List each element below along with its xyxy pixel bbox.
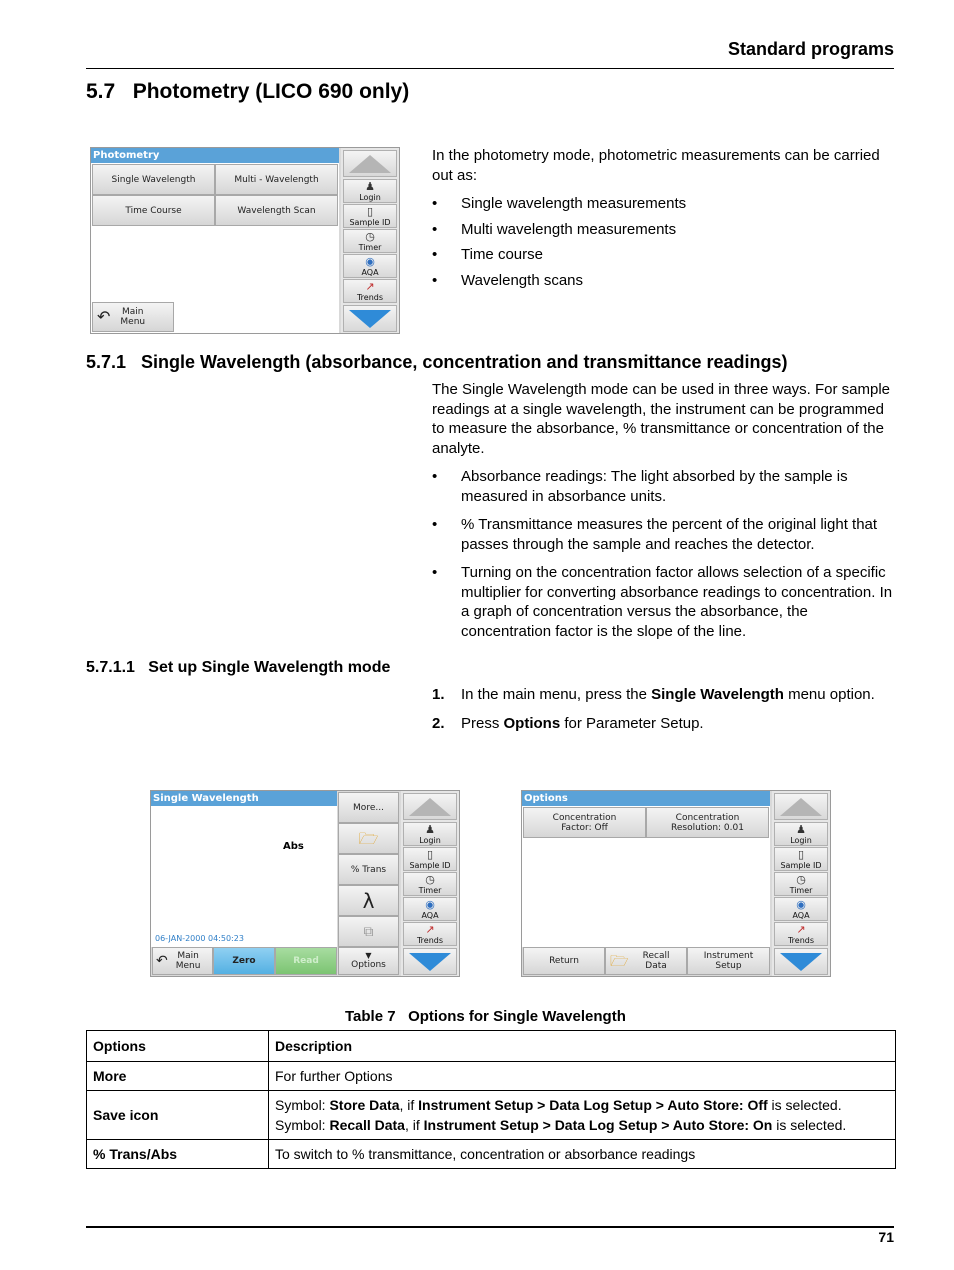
chart-icon: ↗ <box>796 923 806 936</box>
aqa-icon: ◉ <box>425 898 435 911</box>
vial-icon: ▯ <box>366 205 374 218</box>
sidebar <box>341 148 399 333</box>
sidebar <box>772 791 830 976</box>
timer-button[interactable]: ◷ Timer <box>774 872 828 896</box>
description-cell: For further Options <box>269 1062 896 1091</box>
main-menu-button[interactable] <box>92 302 174 332</box>
aqa-icon: ◉ <box>365 255 375 268</box>
vial-icon: ▯ <box>797 848 805 861</box>
return-button[interactable]: Return <box>523 947 605 975</box>
screen-title: Options <box>522 791 770 806</box>
timer-button[interactable]: ◷ Timer <box>343 229 397 253</box>
intro-text: In the photometry mode, photometric measurements can be carried out as: <box>432 147 880 184</box>
sample-id-button[interactable]: ▯ Sample ID <box>343 204 397 228</box>
column-header: Options <box>87 1031 269 1062</box>
sidebar <box>401 791 459 976</box>
arrow-down-icon <box>780 953 822 971</box>
screen-title: Single Wavelength <box>151 791 337 806</box>
list-item: • Turning on the concentration factor allows selection of a specific multiplier for converting absorbance readings to concentration. In a graph of concentration versus the absorbance, the concentration factor is the slope of the line. <box>432 563 894 641</box>
trends-button[interactable]: ↗ Trends <box>403 922 457 946</box>
description-cell <box>269 1091 896 1140</box>
mode-list <box>432 194 894 290</box>
single-wavelength-button[interactable]: Single Wavelength <box>92 164 215 195</box>
main-menu-label: Main Menu <box>120 307 146 327</box>
options-screen <box>521 790 831 977</box>
scroll-up-button[interactable] <box>403 793 457 820</box>
concentration-resolution-button[interactable]: Concentration Resolution: 0.01 <box>646 807 769 838</box>
timer-icon: ◷ <box>365 230 375 243</box>
datetime-display: 06-JAN-2000 04:50:23 <box>155 934 244 943</box>
description-line: Symbol: Store Data, if Instrument Setup > Data Log Setup > Auto Store: Off is selected. <box>275 1097 842 1113</box>
subsubsection-title: 5.7.1.1 Set up Single Wavelength mode <box>86 659 391 676</box>
triangle-down-icon: ▼ <box>365 951 372 960</box>
table-row <box>87 1062 896 1091</box>
subsection-intro: The Single Wavelength mode can be used in three ways. For sample readings at a single wavelength, the instrument can be programmed to measure the absorbance, % transmittance or concentration of the analyte. <box>432 381 891 457</box>
copy-icon: ⧉ <box>363 923 374 940</box>
list-item: • % Transmittance measures the percent of the original light that passes through the sample and reaches the detector. <box>432 515 894 554</box>
option-cell: Save icon <box>87 1091 269 1140</box>
list-item: • Multi wavelength measurements <box>432 220 894 240</box>
aqa-button[interactable]: ◉ AQA <box>343 254 397 278</box>
trends-button[interactable]: ↗ Trends <box>774 922 828 946</box>
arrow-up-icon <box>409 798 451 816</box>
time-course-button[interactable]: Time Course <box>92 195 215 226</box>
back-icon: ↶ <box>97 307 111 326</box>
list-item: • Single wavelength measurements <box>432 194 894 214</box>
steps-block <box>432 685 894 742</box>
folder-icon: 🗁 <box>358 828 379 848</box>
sample-id-button[interactable]: ▯ Sample ID <box>403 847 457 871</box>
trans-abs-button[interactable]: % Trans <box>338 854 399 885</box>
concentration-factor-button[interactable]: Concentration Factor: Off <box>523 807 646 838</box>
arrow-down-icon <box>409 953 451 971</box>
step-item: 2. Press Options for Parameter Setup. <box>432 714 704 732</box>
main-menu-button[interactable] <box>152 947 213 975</box>
running-header: Standard programs <box>727 39 894 59</box>
photometry-screen <box>90 147 400 334</box>
arrow-up-icon <box>780 798 822 816</box>
timer-icon: ◷ <box>796 873 806 886</box>
description-line: Symbol: Recall Data, if Instrument Setup > Data Log Setup > Auto Store: On is selected. <box>275 1117 847 1133</box>
table-row <box>87 1091 896 1140</box>
scroll-down-button[interactable] <box>774 948 828 975</box>
column-header: Description <box>269 1031 896 1062</box>
arrow-down-icon <box>349 310 391 328</box>
aqa-icon: ◉ <box>796 898 806 911</box>
aqa-button[interactable]: ◉ AQA <box>774 897 828 921</box>
scroll-down-button[interactable] <box>343 305 397 332</box>
login-button[interactable]: ♟ Login <box>774 822 828 846</box>
option-cell: % Trans/Abs <box>87 1140 269 1169</box>
list-item: • Time course <box>432 245 894 265</box>
trends-button[interactable]: ↗ Trends <box>343 279 397 303</box>
chart-icon: ↗ <box>365 280 375 293</box>
person-icon: ♟ <box>796 823 806 836</box>
description-cell: To switch to % transmittance, concentration or absorbance readings <box>269 1140 896 1169</box>
list-item: • Absorbance readings: The light absorbed by the sample is measured in absorbance units. <box>432 467 894 506</box>
sample-id-button[interactable]: ▯ Sample ID <box>774 847 828 871</box>
options-button[interactable]: ▼ Options <box>338 947 399 975</box>
multi-wavelength-button[interactable]: Multi - Wavelength <box>215 164 338 195</box>
table-caption: Table 7 Options for Single Wavelength <box>345 1008 626 1025</box>
timer-icon: ◷ <box>425 873 435 886</box>
more-button[interactable]: More... <box>338 792 399 823</box>
timer-button[interactable]: ◷ Timer <box>403 872 457 896</box>
main-menu-label: Main Menu <box>175 951 201 971</box>
list-item: • Wavelength scans <box>432 271 894 291</box>
screen-title: Photometry <box>91 148 339 163</box>
step-item: 1. In the main menu, press the Single Wavelength menu option. <box>432 686 875 703</box>
person-icon: ♟ <box>365 180 375 193</box>
scroll-down-button[interactable] <box>403 948 457 975</box>
intro-block <box>432 146 894 296</box>
reading-unit: Abs <box>283 841 304 852</box>
reading-list <box>432 467 894 641</box>
recall-data-button[interactable]: 🗁 Recall Data <box>605 947 687 975</box>
wavelength-scan-button[interactable]: Wavelength Scan <box>215 195 338 226</box>
login-button[interactable]: ♟ Login <box>343 179 397 203</box>
vial-icon: ▯ <box>426 848 434 861</box>
zero-button[interactable]: Zero <box>213 947 275 975</box>
table-header-row <box>87 1031 896 1062</box>
folder-icon: 🗁 <box>610 952 629 970</box>
save-button[interactable] <box>338 823 399 854</box>
option-cell: More <box>87 1062 269 1091</box>
aqa-button[interactable]: ◉ AQA <box>403 897 457 921</box>
single-wavelength-block <box>432 380 894 647</box>
chart-icon: ↗ <box>425 923 435 936</box>
instrument-setup-button[interactable]: Instrument Setup <box>687 947 770 975</box>
read-button[interactable]: Read <box>275 947 337 975</box>
section-title: 5.7 Photometry (LICO 690 only) <box>86 80 410 103</box>
subsection-title: 5.7.1 Single Wavelength (absorbance, concentration and transmittance readings) <box>86 352 788 372</box>
login-button[interactable]: ♟ Login <box>403 822 457 846</box>
person-icon: ♟ <box>425 823 435 836</box>
back-icon: ↶ <box>156 953 168 969</box>
table-row <box>87 1140 896 1169</box>
arrow-up-icon <box>349 155 391 173</box>
footer-rule <box>86 1226 894 1228</box>
scroll-up-button[interactable] <box>774 793 828 820</box>
header-rule <box>86 68 894 69</box>
page-number: 71 <box>878 1229 894 1245</box>
scroll-up-button[interactable] <box>343 150 397 177</box>
setup-steps <box>432 685 894 733</box>
copy-button[interactable] <box>338 916 399 947</box>
wavelength-button[interactable]: λ <box>338 885 399 916</box>
options-table <box>86 1030 896 1169</box>
single-wavelength-screen <box>150 790 460 977</box>
